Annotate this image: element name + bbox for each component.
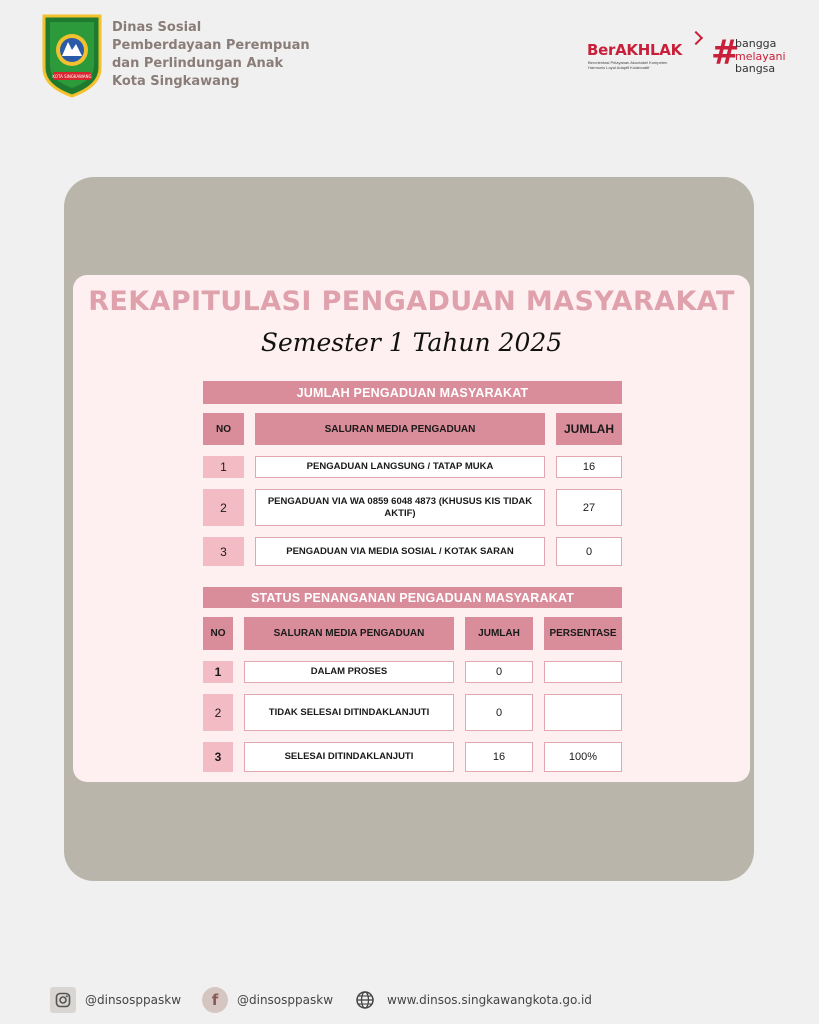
page-title: REKAPITULASI PENGADUAN MASYARAKAT	[88, 286, 735, 317]
emblem-caption: KOTA SINGKAWANG	[52, 74, 92, 79]
table1-row1-channel: PENGADUAN LANGSUNG / TATAP MUKA	[255, 456, 545, 478]
bangga-word-3: bangsa	[735, 62, 776, 75]
table1-header-count: JUMLAH	[556, 413, 622, 445]
org-line-1: Dinas Sosial	[112, 20, 202, 35]
table2-header-count: JUMLAH	[465, 617, 533, 650]
table2-row1-status: DALAM PROSES	[244, 661, 454, 683]
org-line-3: dan Perlindungan Anak	[112, 56, 284, 71]
table2-row2-no: 2	[203, 694, 233, 731]
berakhlak-prefix: Ber	[587, 41, 616, 59]
city-emblem-icon	[40, 12, 104, 98]
berakhlak-chevron-icon	[689, 31, 703, 45]
table2-row2-status: TIDAK SELESAI DITINDAKLANJUTI	[244, 694, 454, 731]
table1-row2-no: 2	[203, 489, 244, 526]
globe-icon	[352, 987, 378, 1013]
table1-row3-count: 0	[556, 537, 622, 566]
berakhlak-tagline-2: Harmonis Loyal Adaptif Kolaboratif	[588, 65, 650, 70]
page-subtitle: Semester 1 Tahun 2025	[260, 328, 563, 357]
table1-row1-count: 16	[556, 456, 622, 478]
table1-row2-channel: PENGADUAN VIA WA 0859 6048 4873 (KHUSUS KIS TIDAK AKTIF)	[255, 489, 545, 526]
table2-row2-count: 0	[465, 694, 533, 731]
bangga-melayani-bangsa-logo	[711, 33, 793, 77]
instagram-handle: @dinsosppaskw	[85, 993, 182, 1007]
table1-banner: JUMLAH PENGADUAN MASYARAKAT	[203, 381, 622, 404]
table1-row3-no: 3	[203, 537, 244, 566]
table2-row3-count: 16	[465, 742, 533, 772]
table2-row1-no: 1	[203, 661, 233, 683]
bangga-word-1: bangga	[735, 37, 777, 50]
table2-row3-status: SELESAI DITINDAKLANJUTI	[244, 742, 454, 772]
berakhlak-tagline-1: Berorientasi Pelayanan Akuntabel Kompeten	[588, 60, 668, 65]
bangga-word-2: melayani	[735, 49, 786, 63]
website-url: www.dinsos.singkawangkota.go.id	[387, 993, 592, 1007]
table2-header-no: NO	[203, 617, 233, 650]
table1-row2-count: 27	[556, 489, 622, 526]
table2-banner: STATUS PENANGANAN PENGADUAN MASYARAKAT	[203, 587, 622, 608]
table2-header-percent: PERSENTASE	[544, 617, 622, 650]
instagram-icon	[50, 987, 76, 1013]
footer-website[interactable]	[352, 987, 592, 1013]
berakhlak-wordmark	[587, 41, 682, 59]
footer-facebook[interactable]	[202, 987, 333, 1013]
facebook-icon: f	[202, 987, 228, 1013]
berakhlak-logo	[587, 33, 705, 77]
table1-header-channel: SALURAN MEDIA PENGADUAN	[255, 413, 545, 445]
table1-row3-channel: PENGADUAN VIA MEDIA SOSIAL / KOTAK SARAN	[255, 537, 545, 566]
table2-row3-percent: 100%	[544, 742, 622, 772]
org-line-2: Pemberdayaan Perempuan	[112, 38, 310, 53]
bangga-words	[735, 38, 786, 76]
footer-instagram[interactable]	[50, 987, 181, 1013]
hashtag-icon: #	[711, 33, 740, 73]
table1-header-no: NO	[203, 413, 244, 445]
table2-row1-percent	[544, 661, 622, 683]
berakhlak-tagline	[588, 60, 667, 70]
org-line-4: Kota Singkawang	[112, 74, 240, 89]
table2-row2-percent	[544, 694, 622, 731]
table2-row1-count: 0	[465, 661, 533, 683]
table1-row1-no: 1	[203, 456, 244, 478]
table2-row3-no: 3	[203, 742, 233, 772]
facebook-handle: @dinsosppaskw	[237, 993, 334, 1007]
org-header	[40, 12, 310, 98]
table2-header-channel: SALURAN MEDIA PENGADUAN	[244, 617, 454, 650]
org-name	[112, 19, 310, 91]
berakhlak-name: AKHLAK	[615, 41, 682, 59]
